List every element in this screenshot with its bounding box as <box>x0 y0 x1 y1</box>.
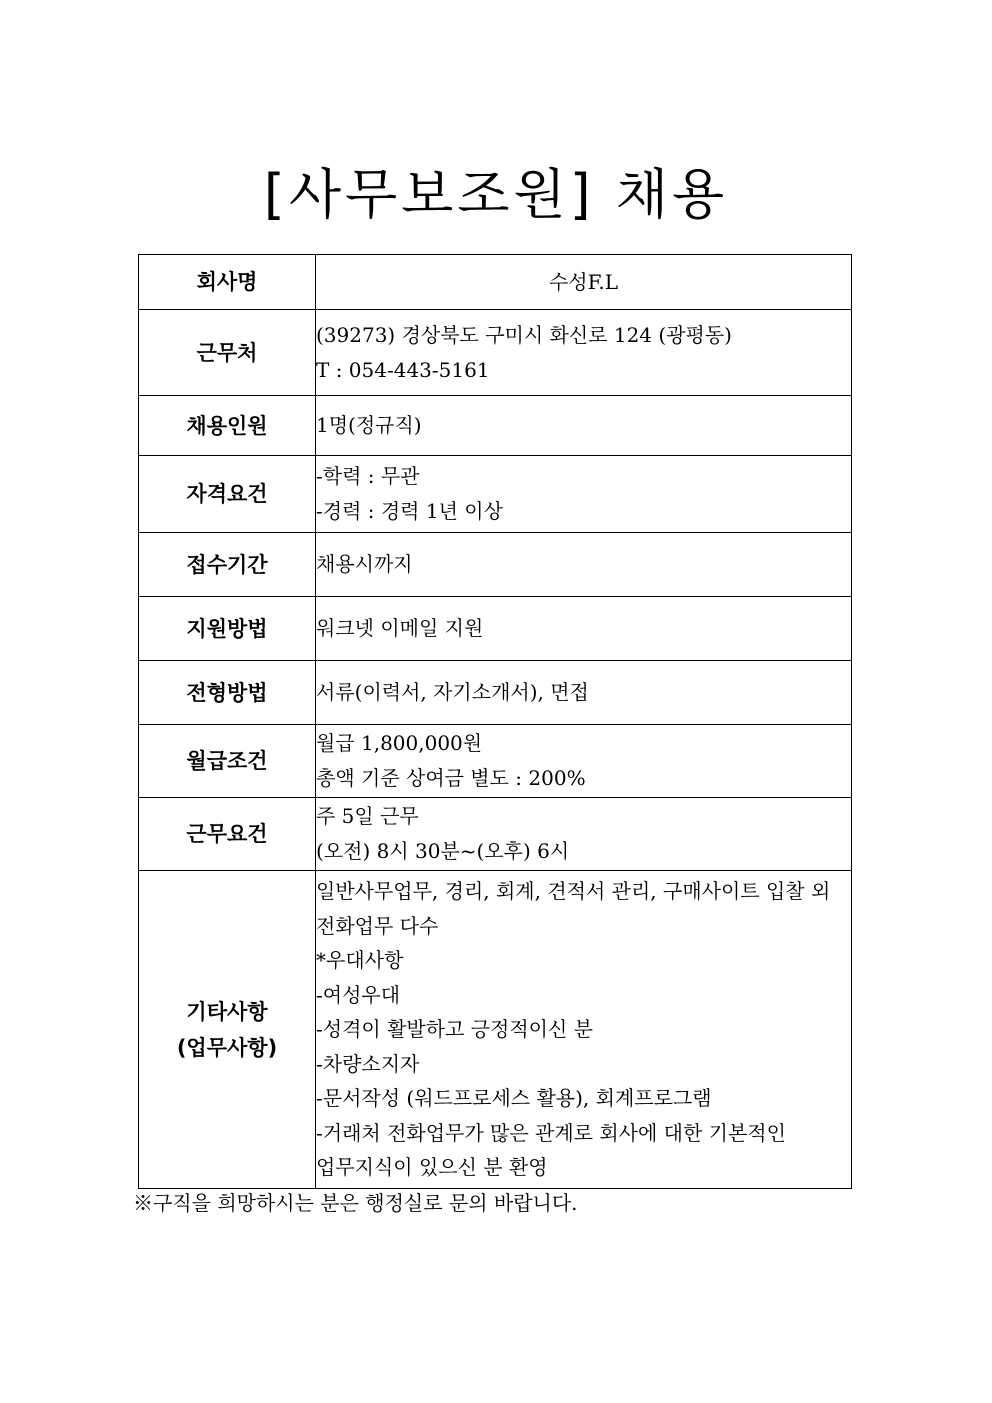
headcount-text: 1명(정규직) <box>316 413 422 437</box>
other-details-label: 기타사항 <box>186 999 268 1024</box>
table-row-other-details <box>139 871 852 1189</box>
application-method-text: 워크넷 이메일 지원 <box>316 616 484 640</box>
table-row-company <box>139 255 852 310</box>
table-row-workplace <box>139 310 852 396</box>
row-value-selection-method <box>316 661 852 725</box>
row-value-salary <box>316 725 852 798</box>
preference-female: -여성우대 <box>316 982 401 1007</box>
row-label-workplace: 근무처 <box>139 310 316 396</box>
page-title: [사무보조원] 채용 <box>263 163 729 226</box>
selection-method-text: 서류(이력서, 자기소개서), 면접 <box>316 680 589 704</box>
company-name: 수성F.L <box>548 269 619 294</box>
salary-monthly: 월급 1,800,000원 <box>316 731 483 755</box>
row-value-application-period <box>316 533 852 597</box>
row-label-selection-method: 전형방법 <box>139 661 316 725</box>
table-row-application-period <box>139 533 852 597</box>
row-label-salary: 월급조건 <box>139 725 316 798</box>
row-value-working-conditions <box>316 798 852 871</box>
row-value-application-method <box>316 597 852 661</box>
row-value-workplace <box>316 310 852 396</box>
table-row-selection-method <box>139 661 852 725</box>
working-hours: (오전) 8시 30분~(오후) 6시 <box>316 839 570 863</box>
preference-personality: -성격이 활발하고 긍정적이신 분 <box>316 1017 593 1042</box>
table-row-qualification <box>139 456 852 533</box>
row-label-company: 회사명 <box>139 255 316 310</box>
row-value-qualification <box>316 456 852 533</box>
row-label-working-conditions: 근무요건 <box>139 798 316 871</box>
working-days: 주 5일 근무 <box>316 804 419 828</box>
preference-documents: -문서작성 (워드프로세스 활용), 회계프로그램 <box>316 1086 712 1111</box>
application-period-text: 채용시까지 <box>316 552 413 576</box>
row-label-qualification: 자격요건 <box>139 456 316 533</box>
preference-knowledge: -거래처 전화업무가 많은 관계로 회사에 대한 기본적인 업무지식이 있으신 분 환영 <box>316 1120 786 1180</box>
row-label-application-period: 접수기간 <box>139 533 316 597</box>
footnote-contact: ※구직을 희망하시는 분은 행정실로 문의 바랍니다. <box>133 1191 578 1215</box>
row-value-other-details <box>316 871 852 1189</box>
table-row-working-conditions <box>139 798 852 871</box>
table-row-headcount <box>139 396 852 456</box>
qualification-experience: -경력 : 경력 1년 이상 <box>316 499 503 523</box>
table-row-application-method <box>139 597 852 661</box>
workplace-phone: T : 054-443-5161 <box>316 357 490 382</box>
row-label-headcount: 채용인원 <box>139 396 316 456</box>
duty-general: 일반사무업무, 경리, 회계, 견적서 관리, 구매사이트 입찰 외 전화업무 다수 <box>316 879 831 938</box>
row-label-application-method: 지원방법 <box>139 597 316 661</box>
job-posting-table <box>138 254 852 1189</box>
qualification-education: -학력 : 무관 <box>316 464 420 488</box>
preference-vehicle: -차량소지자 <box>316 1051 420 1076</box>
table-row-salary <box>139 725 852 798</box>
row-value-headcount <box>316 396 852 456</box>
row-label-other-details <box>139 871 316 1189</box>
salary-bonus: 총액 기준 상여금 별도 : 200% <box>316 766 586 790</box>
preference-heading: *우대사항 <box>316 948 404 973</box>
workplace-address: (39273) 경상북도 구미시 화신로 124 (광평동) <box>316 322 732 347</box>
row-value-company <box>316 255 852 310</box>
other-details-sublabel: (업무사항) <box>176 1035 278 1060</box>
